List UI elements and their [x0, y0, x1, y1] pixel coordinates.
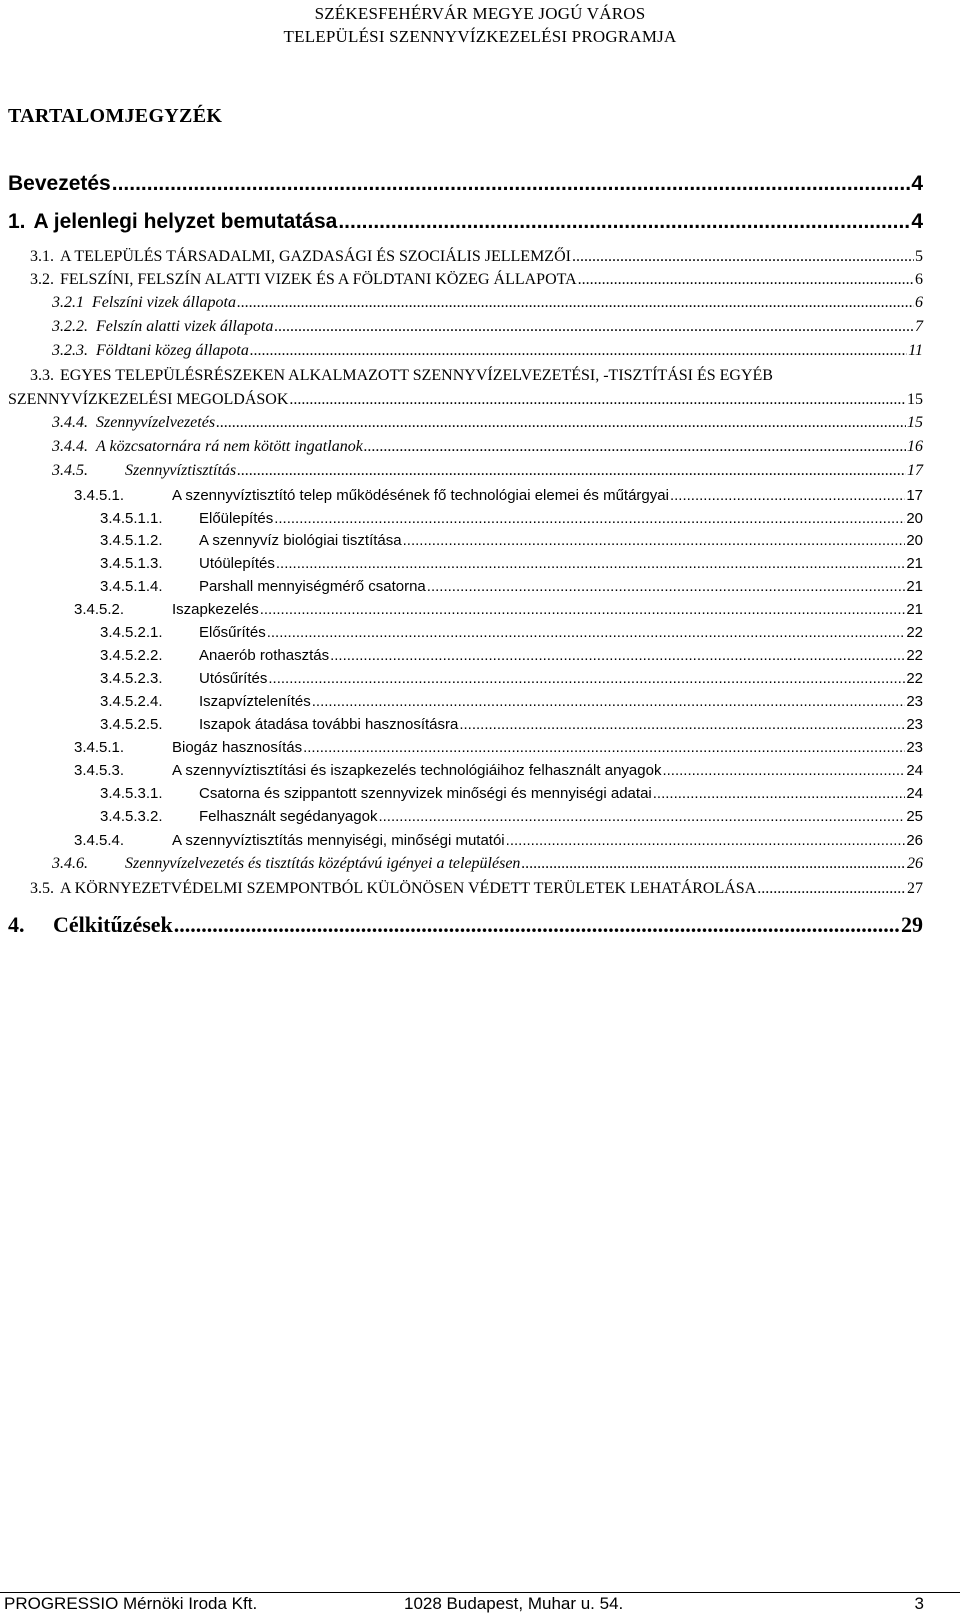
toc-leader — [459, 716, 905, 733]
toc-leader — [267, 624, 906, 641]
toc-entry-number: 3.4.5.2.4. — [100, 693, 163, 710]
toc-entry-page: 25 — [906, 808, 923, 825]
toc-entry[interactable] — [52, 438, 923, 456]
toc-entry-page: 21 — [906, 555, 923, 572]
toc-entry[interactable] — [100, 716, 923, 733]
toc-leader — [268, 670, 905, 687]
toc-leader — [289, 391, 906, 409]
toc-entry[interactable] — [74, 487, 923, 504]
toc-entry-title: A TELEPÜLÉS TÁRSADALMI, GAZDASÁGI ÉS SZOCIÁLIS JELLEMZŐI — [60, 248, 571, 265]
toc-entry-title: Utóülepítés — [199, 555, 275, 572]
toc-entry-title: Szennyvíztisztítás — [125, 462, 237, 479]
toc-entry-title: A szennyvíz biológiai tisztítása — [199, 532, 402, 549]
toc-leader — [174, 912, 900, 938]
toc-leader — [572, 248, 914, 266]
toc-entry-number: 3.4.5.1.2. — [100, 532, 163, 549]
toc-leader — [274, 318, 914, 336]
toc-leader — [653, 785, 906, 802]
toc-entry-page: 4 — [911, 172, 923, 195]
toc-leader — [274, 510, 905, 527]
toc-entry-title: Elősűrítés — [199, 624, 266, 641]
toc-leader — [506, 832, 906, 849]
toc-entry[interactable] — [30, 271, 923, 289]
header-line-2: TELEPÜLÉSI SZENNYVÍZKEZELÉSI PROGRAMJA — [283, 27, 677, 46]
toc-entry-title: EGYES TELEPÜLÉSRÉSZEKEN ALKALMAZOTT SZENNYVÍZELVEZETÉSI, -TISZTÍTÁSI ÉS EGYÉB — [60, 367, 773, 384]
toc-entry-number: 3.5. — [30, 880, 54, 897]
toc-entry-number: 3.4.5.2.1. — [100, 624, 163, 641]
toc-entry[interactable] — [30, 248, 923, 266]
toc-entry-number: 3.4.6. — [52, 855, 88, 872]
toc-entry[interactable] — [8, 912, 923, 938]
toc-entry-number: 3.4.5.1.1. — [100, 510, 163, 527]
toc-entry[interactable] — [52, 462, 923, 480]
toc-entry-page: 26 — [906, 832, 923, 849]
toc-entry[interactable] — [100, 510, 923, 527]
toc-entry-number: 3.4.5.4. — [74, 832, 125, 849]
toc-leader — [364, 438, 906, 456]
toc-leader — [112, 172, 911, 196]
toc-entry-number: 3.2.3. — [52, 342, 88, 359]
toc-entry-number: 4. — [8, 912, 25, 937]
toc-entry-number: 3.4.5.1. — [74, 739, 125, 756]
toc-entry[interactable] — [100, 785, 923, 802]
toc-entry-page: 20 — [906, 510, 923, 527]
footer-company: PROGRESSIO Mérnöki Iroda Kft. — [4, 1594, 258, 1613]
toc-entry-title: Felszín alatti vizek állapota — [96, 318, 274, 335]
toc-entry[interactable] — [8, 172, 923, 196]
toc-entry[interactable] — [100, 578, 923, 595]
toc-entry-continuation[interactable] — [8, 391, 923, 409]
toc-entry-page: 15 — [907, 414, 923, 431]
toc-entry-page: 22 — [906, 670, 923, 687]
toc-entry-page: 23 — [906, 716, 923, 733]
toc-entry-number: 3.4.5.3.2. — [100, 808, 163, 825]
toc-entry-page: 22 — [906, 624, 923, 641]
toc-entry-page: 23 — [906, 739, 923, 756]
toc-entry[interactable] — [30, 367, 923, 385]
toc-entry-page: 6 — [915, 271, 923, 288]
footer-page-number: 3 — [914, 1594, 924, 1613]
toc-entry[interactable] — [74, 601, 923, 618]
toc-entry-number: 3.4.4. — [52, 414, 88, 431]
page-header — [0, 2, 960, 48]
toc-entry-page: 6 — [915, 294, 923, 311]
toc-entry-page: 5 — [915, 248, 923, 265]
toc-entry-number: 3.4.5.1.3. — [100, 555, 163, 572]
toc-entry-number: 3.3. — [30, 367, 54, 384]
toc-leader — [330, 647, 905, 664]
toc-entry-number: 3.1. — [30, 248, 54, 265]
toc-entry-page: 27 — [907, 880, 923, 897]
toc-entry-page: 21 — [906, 601, 923, 618]
toc-leader — [521, 855, 906, 873]
toc-entry[interactable] — [74, 832, 923, 849]
toc-entry-number: 3.2. — [30, 271, 54, 288]
toc-entry[interactable] — [30, 880, 923, 898]
toc-entry[interactable] — [100, 670, 923, 687]
toc-entry-page: 17 — [906, 487, 923, 504]
footer-divider — [0, 1592, 960, 1593]
toc-entry-title: FELSZÍNI, FELSZÍN ALATTI VIZEK ÉS A FÖLDTANI KÖZEG ÁLLAPOTA — [60, 271, 577, 288]
toc-entry-page: 15 — [907, 391, 923, 408]
toc-leader — [303, 739, 905, 756]
toc-entry[interactable] — [52, 342, 923, 360]
toc-entry-number: 3.4.5.2. — [74, 601, 125, 618]
toc-entry-number: 3.2.1 — [52, 294, 84, 311]
toc-entry[interactable] — [100, 808, 923, 825]
toc-entry-title: Szennyvízelvezetés és tisztítás középtávú igényei a településen — [125, 855, 521, 872]
toc-entry-page: 17 — [907, 462, 923, 479]
toc-entry[interactable] — [74, 739, 923, 756]
toc-entry-title: Utósűrítés — [199, 670, 268, 687]
toc-entry[interactable] — [8, 210, 923, 234]
toc-entry-title: Földtani közeg állapota — [96, 342, 249, 359]
toc-entry[interactable] — [74, 762, 923, 779]
toc-entry-page: 29 — [901, 912, 923, 937]
toc-leader — [250, 342, 907, 360]
toc-entry-title: Iszapkezelés — [172, 601, 259, 618]
toc-entry[interactable] — [100, 647, 923, 664]
toc-entry-page: 24 — [906, 785, 923, 802]
toc-entry-title: A szennyvíztisztítás mennyiségi, minőségi mutatói — [172, 832, 505, 849]
toc-entry[interactable] — [52, 414, 923, 432]
toc-entry-number: 3.4.5.1.4. — [100, 578, 163, 595]
toc-entry-title: Szennyvízelvezetés — [96, 414, 216, 431]
toc-entry-number: 3.4.5.2.2. — [100, 647, 163, 664]
toc-entry[interactable] — [100, 532, 923, 549]
toc-entry-page: 26 — [907, 855, 923, 872]
toc-leader — [237, 294, 914, 312]
toc-entry-number: 3.4.5.2.3. — [100, 670, 163, 687]
toc-entry-page: 23 — [906, 693, 923, 710]
toc-entry-title: Előülepítés — [199, 510, 274, 527]
toc-entry-title: A jelenlegi helyzet bemutatása — [33, 210, 338, 233]
toc-leader — [276, 555, 905, 572]
toc-entry-number: 3.4.5.2.5. — [100, 716, 163, 733]
toc-entry-title: Felszíni vizek állapota — [92, 294, 236, 311]
toc-leader — [260, 601, 906, 618]
toc-entry-title: Célkitűzések — [53, 912, 173, 937]
toc-entry-title: A közcsatornára rá nem kötött ingatlanok — [96, 438, 363, 455]
toc-leader — [662, 762, 905, 779]
toc-leader — [427, 578, 906, 595]
toc-entry-number: 3.4.5.1. — [74, 487, 125, 504]
toc-entry-page: 21 — [906, 578, 923, 595]
toc-leader — [378, 808, 905, 825]
toc-entry-number: 3.4.5.3. — [74, 762, 125, 779]
toc-entry-title: A KÖRNYEZETVÉDELMI SZEMPONTBÓL KÜLÖNÖSEN VÉDETT TERÜLETEK LEHATÁROLÁSA — [60, 880, 757, 897]
toc-entry[interactable] — [100, 555, 923, 572]
toc-leader — [757, 880, 906, 898]
toc-leader — [338, 210, 910, 234]
toc-entry[interactable] — [52, 855, 923, 873]
toc-leader — [216, 414, 906, 432]
toc-entry-title: Felhasznált segédanyagok — [199, 808, 378, 825]
toc-entry-title: Csatorna és szippantott szennyvizek minőségi és mennyiségi adatai — [199, 785, 652, 802]
toc-entry[interactable] — [52, 318, 923, 336]
toc-entry-title: SZENNYVÍZKEZELÉSI MEGOLDÁSOK — [8, 391, 289, 408]
toc-entry-page: 20 — [906, 532, 923, 549]
toc-entry-number: 3.2.2. — [52, 318, 88, 335]
toc-entry-title: Iszapok átadása további hasznosításra — [199, 716, 459, 733]
toc-entry-page: 11 — [908, 342, 923, 359]
toc-entry-number: 3.4.5. — [52, 462, 88, 479]
toc-entry[interactable] — [100, 693, 923, 710]
toc-entry-title: A szennyvíztisztító telep működésének fő technológiai elemei és műtárgyai — [172, 487, 669, 504]
toc-entry-number: 1. — [8, 210, 26, 233]
toc-entry-page: 24 — [906, 762, 923, 779]
toc-entry-title: Parshall mennyiségmérő csatorna — [199, 578, 426, 595]
toc-entry[interactable] — [52, 294, 923, 312]
toc-entry-page: 7 — [915, 318, 923, 335]
toc-leader — [578, 271, 914, 289]
toc-entry-title: Iszapvíztelenítés — [199, 693, 311, 710]
toc-entry-title: Bevezetés — [8, 172, 111, 195]
toc-entry[interactable] — [100, 624, 923, 641]
toc-title: TARTALOMJEGYZÉK — [8, 105, 223, 127]
toc-entry-number: 3.4.4. — [52, 438, 88, 455]
toc-entry-title: A szennyvíztisztítási és iszapkezelés technológiáihoz felhasznált anyagok — [172, 762, 662, 779]
toc-leader — [312, 693, 906, 710]
toc-entry-page: 4 — [911, 210, 923, 233]
header-line-1: SZÉKESFEHÉRVÁR MEGYE JOGÚ VÁROS — [314, 4, 646, 23]
toc-entry-title: Anaerób rothasztás — [199, 647, 330, 664]
toc-leader — [237, 462, 906, 480]
toc-entry-title: Biogáz hasznosítás — [172, 739, 303, 756]
toc-entry-number: 3.4.5.3.1. — [100, 785, 163, 802]
footer-address: 1028 Budapest, Muhar u. 54. — [404, 1594, 624, 1613]
toc-entry-page: 16 — [907, 438, 923, 455]
toc-leader — [670, 487, 905, 504]
toc-entry-page: 22 — [906, 647, 923, 664]
toc-leader — [403, 532, 906, 549]
